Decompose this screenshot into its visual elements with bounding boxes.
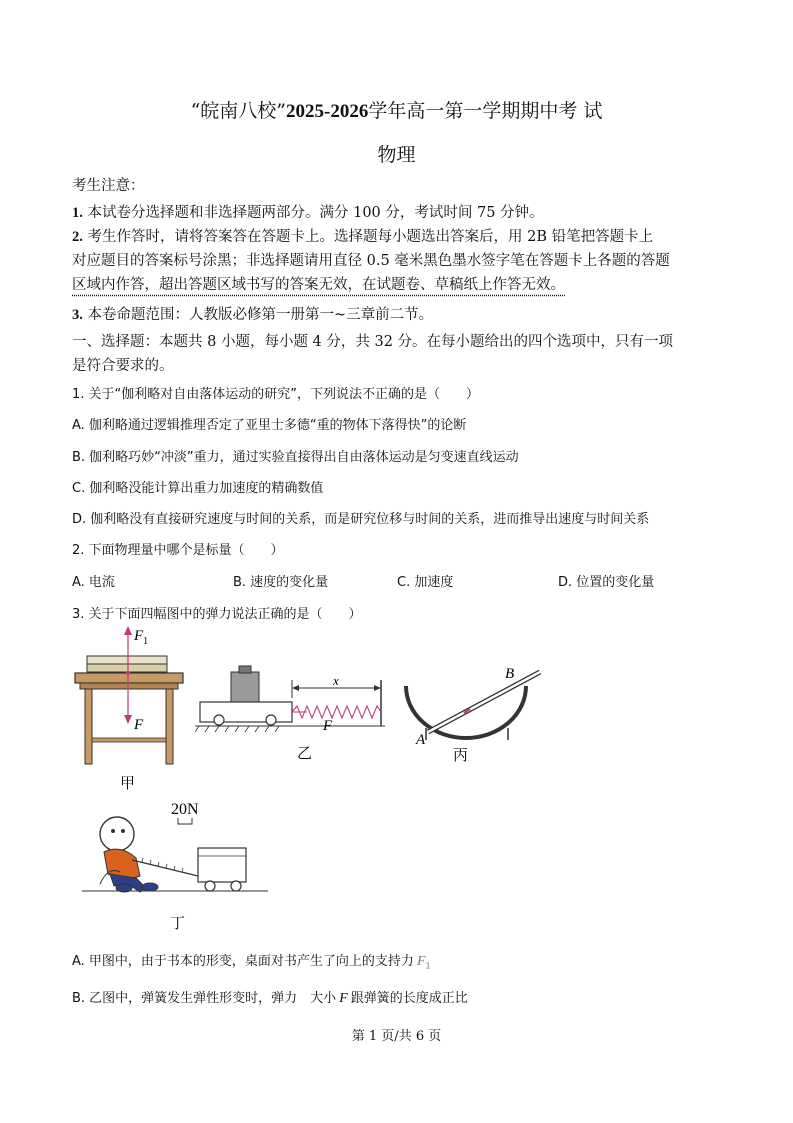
scale-bracket bbox=[178, 818, 192, 824]
notice-item-1: 1. 本试卷分选择题和非选择题两部分。满分 100 分，考试时间 75 分钟。 bbox=[72, 205, 544, 221]
q2-stem: 2. 下面物理量中哪个是标量（ ） bbox=[72, 543, 284, 558]
weight-block bbox=[231, 672, 259, 702]
arrow-right-icon bbox=[374, 685, 381, 691]
title-years: 2025-2026 bbox=[286, 101, 369, 122]
wheel-icon bbox=[205, 881, 215, 891]
notice-item-2-line2: 对应题目的答案标号涂黑；非选择题请用直径 0.5 毫米黑色墨水签字笔在答题卡上各题的答题 bbox=[72, 253, 670, 269]
label-F: F bbox=[134, 717, 144, 733]
label-F-spring: F bbox=[323, 718, 333, 734]
label-bing: 丙 bbox=[453, 748, 469, 764]
rope bbox=[132, 860, 198, 876]
book-icon bbox=[87, 656, 167, 664]
wheel-icon bbox=[266, 715, 276, 725]
arrow-down-icon bbox=[124, 715, 132, 724]
q2-option-b: B. 速度的变化量 bbox=[233, 575, 329, 590]
notice-item-3: 3. 本卷命题范围：人教版必修第一册第一~三章前二节。 bbox=[72, 307, 434, 323]
person-body bbox=[104, 849, 140, 878]
table-leg bbox=[85, 689, 92, 764]
section-heading-line2: 是符合要求的。 bbox=[72, 358, 174, 374]
person-head bbox=[100, 817, 134, 851]
q1-option-d: D. 伽利略没有直接研究速度与时间的关系，而是研究位移与时间的关系，进而推导出速度与时间关系 bbox=[72, 512, 650, 527]
label-B: B bbox=[505, 666, 515, 682]
wheel-icon bbox=[214, 715, 224, 725]
q3-stem: 3. 关于下面四幅图中的弹力说法正确的是（ ） bbox=[72, 607, 362, 622]
label-force-20N: 20N bbox=[171, 801, 199, 818]
arrow-left-icon bbox=[292, 685, 299, 691]
q1-option-c: C. 伽利略没能计算出重力加速度的精确数值 bbox=[72, 481, 324, 496]
label-yi: 乙 bbox=[297, 746, 313, 762]
table-leg bbox=[166, 689, 173, 764]
title-prefix: “皖南八校” bbox=[190, 100, 287, 122]
section-heading-line1: 一、选择题：本题共 8 小题，每小题 4 分，共 32 分。在每小题给出的四个选项中，只有一项 bbox=[72, 334, 674, 350]
page-footer: 第 1 页/共 6 页 bbox=[351, 1029, 442, 1044]
figure-bing bbox=[398, 658, 558, 768]
notice-item-2-line3: 区域内作答，超出答题区域书写的答案无效，在试题卷、草稿纸上作答无效。 bbox=[72, 277, 565, 293]
q3-option-a: A. 甲图中，由于书本的形变，桌面对书产生了向上的支持力 $F_1$ bbox=[72, 954, 431, 971]
q2-option-c: C. 加速度 bbox=[397, 575, 454, 590]
label-ding: 丁 bbox=[170, 916, 186, 932]
exam-title bbox=[0, 96, 793, 123]
figure-ding bbox=[80, 796, 275, 936]
arrow-up-icon bbox=[124, 626, 132, 635]
wheel-icon bbox=[231, 881, 241, 891]
figure-yi bbox=[195, 658, 390, 768]
figure-jia bbox=[72, 622, 192, 797]
notice-heading: 考生注意： bbox=[72, 178, 145, 194]
notice-item-2: 2. 考生作答时，请将答案答在答题卡上。选择题每小题选出答案后，用 2B 铅笔把答题卡上 bbox=[72, 229, 654, 245]
subject-title: 物理 bbox=[377, 144, 416, 166]
q3-option-b: B. 乙图中，弹簧发生弹性形变时，弹力 大小 F 跟弹簧的长度成正比 bbox=[72, 991, 468, 1006]
label-jia: 甲 bbox=[120, 776, 136, 792]
label-F1: $F_1$ bbox=[134, 628, 149, 647]
q2-option-d: D. 位置的变化量 bbox=[558, 575, 655, 590]
q1-stem: 1. 关于“伽利略对自由落体运动的研究”，下列说法不正确的是（ ） bbox=[72, 387, 480, 402]
title-suffix: 学年高一第一学期期中考 试 bbox=[368, 100, 603, 122]
label-x: x bbox=[333, 673, 339, 688]
label-A: A bbox=[416, 732, 426, 748]
book-icon bbox=[87, 664, 167, 672]
q1-option-b: B. 伽利略巧妙“冲淡”重力，通过实验直接得出自由落体运动是匀变速直线运动 bbox=[72, 450, 519, 465]
q2-option-a: A. 电流 bbox=[72, 575, 115, 590]
q1-option-a: A. 伽利略通过逻辑推理否定了亚里士多德“重的物体下落得快”的论断 bbox=[72, 418, 467, 433]
cart-box bbox=[198, 848, 246, 882]
